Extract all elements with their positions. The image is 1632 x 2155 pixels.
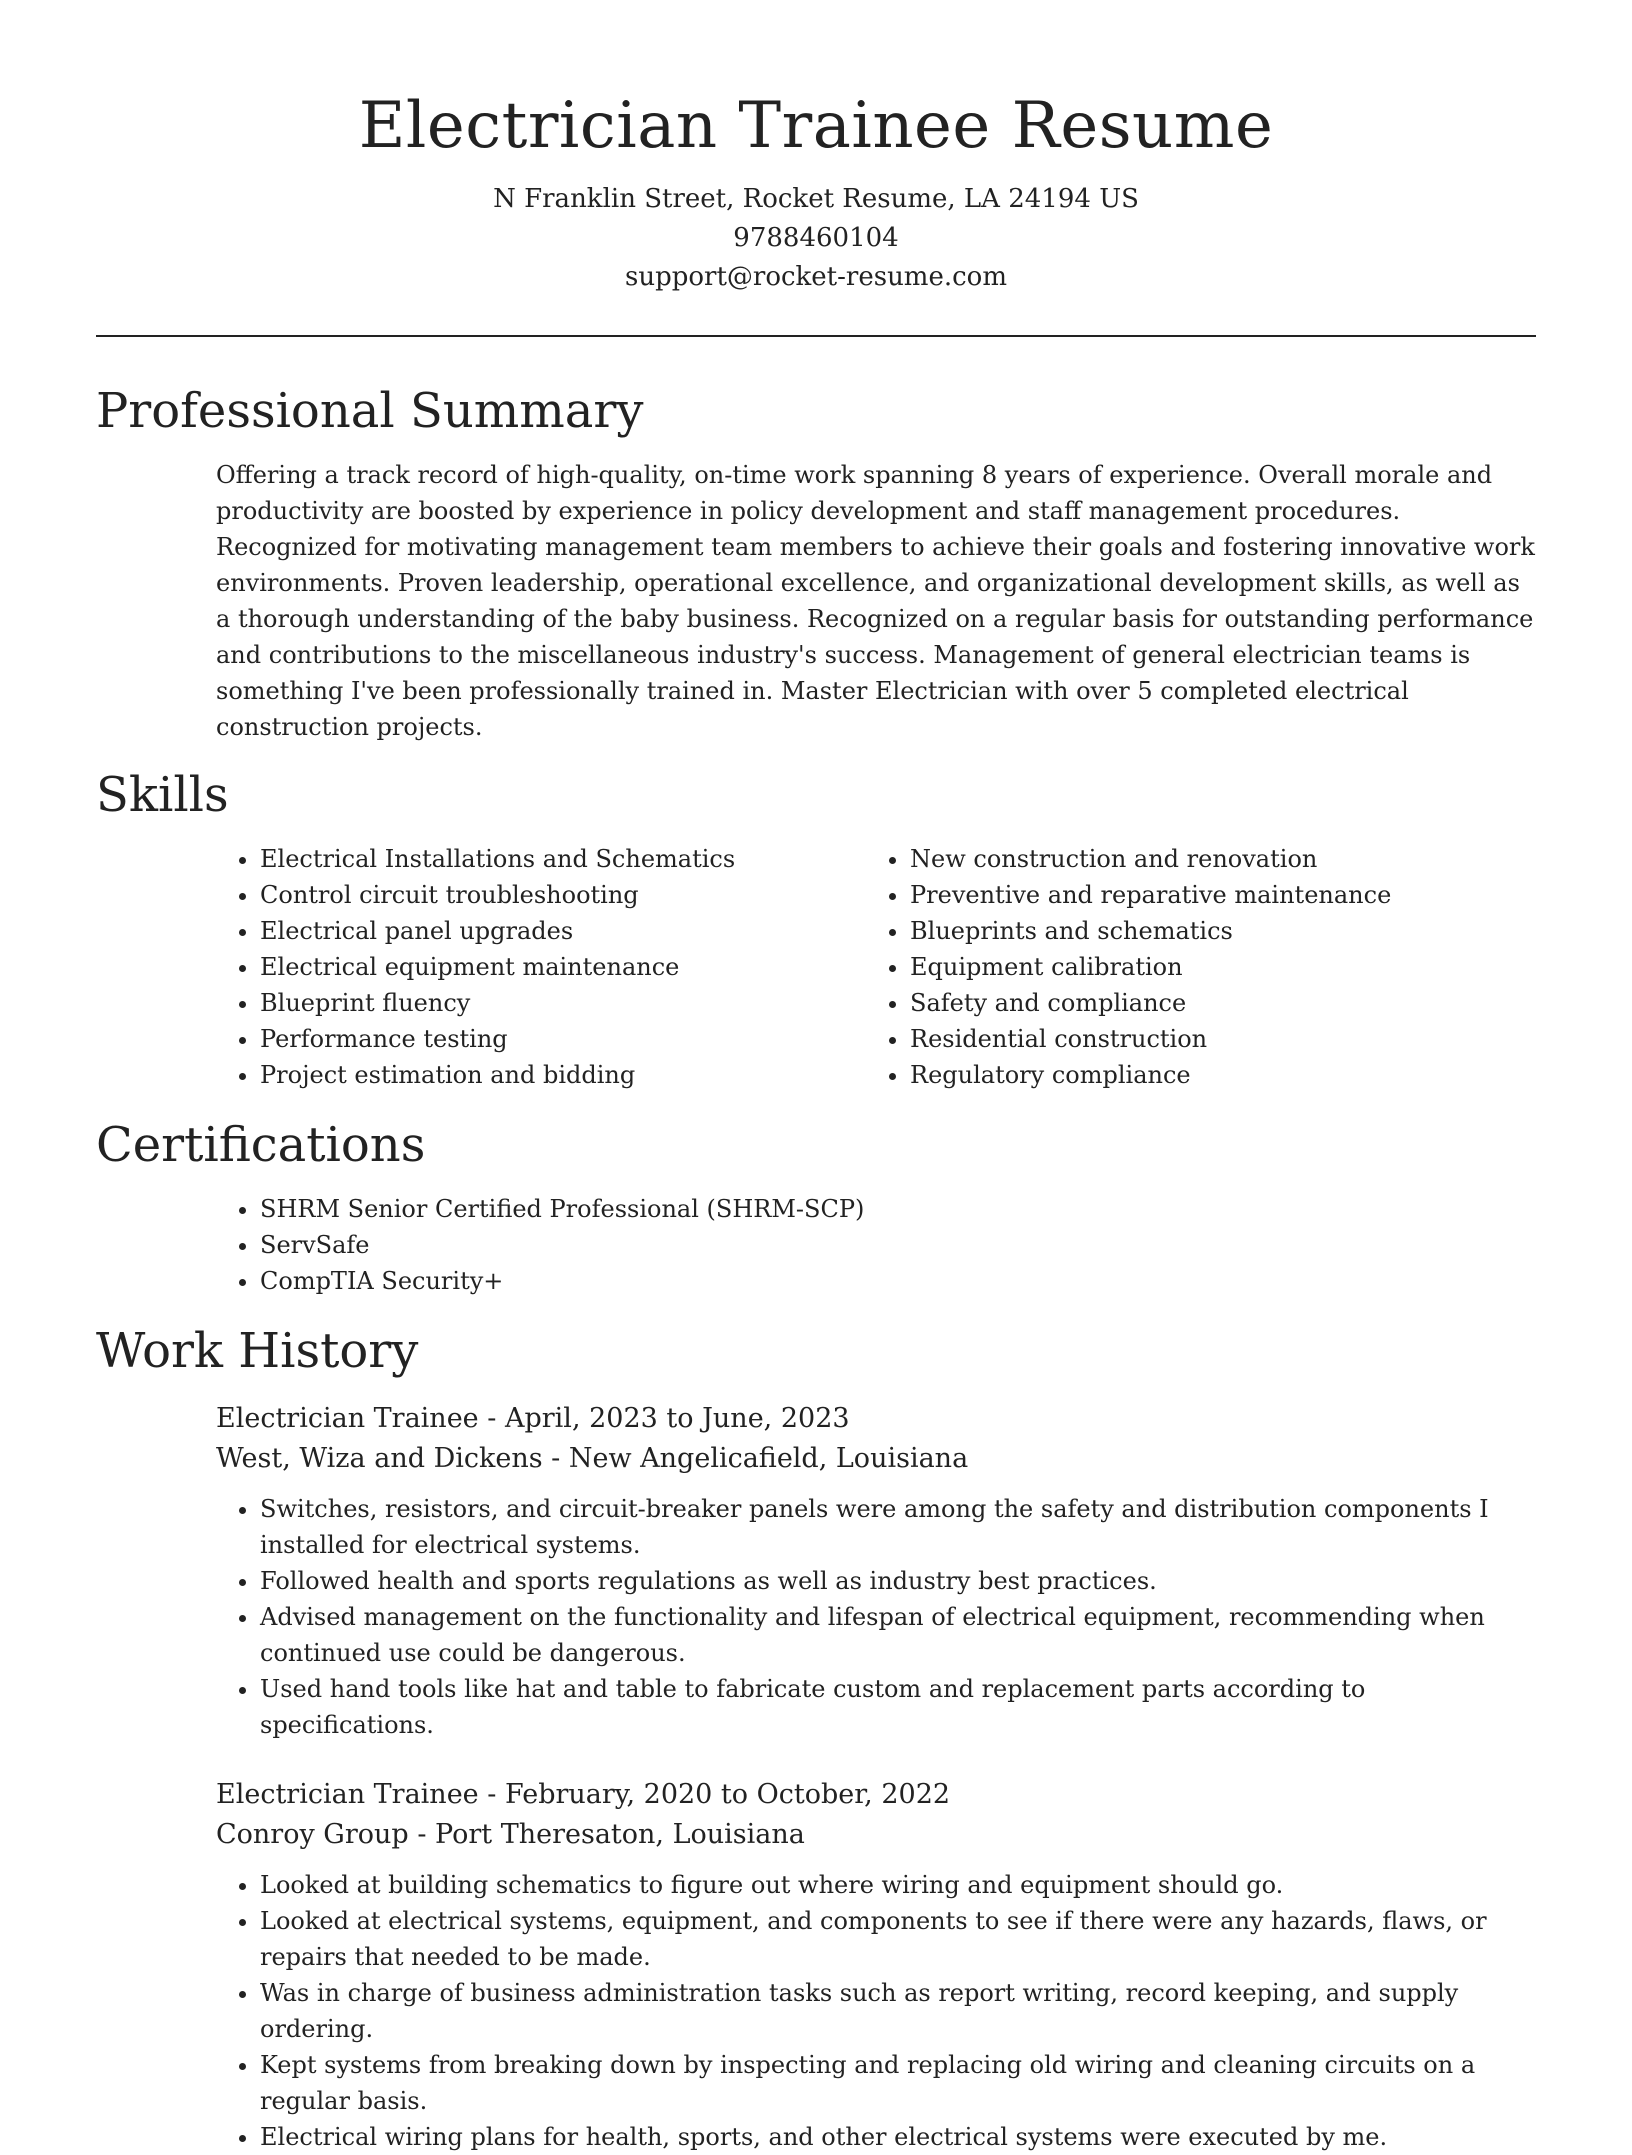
skills-column-right bbox=[866, 841, 1516, 1093]
job-bullet: • Was in charge of business administration tasks such as report writing, record keeping, and supply ordering. bbox=[260, 1975, 1536, 2047]
summary-heading: Professional Summary bbox=[96, 383, 644, 439]
skills-heading: Skills bbox=[96, 767, 229, 823]
work-history-heading: Work History bbox=[96, 1323, 419, 1379]
separator: - bbox=[551, 1443, 569, 1474]
job-title-line bbox=[216, 1775, 1536, 1815]
resume-title: Electrician Trainee Resume bbox=[358, 89, 1274, 163]
job-bullet: • Advised management on the functionality and lifespan of electrical equipment, recommending when continued use could be dangerous. bbox=[260, 1599, 1536, 1671]
skill-item: • Electrical equipment maintenance bbox=[260, 949, 866, 985]
skill-item: • Control circuit troubleshooting bbox=[260, 877, 866, 913]
job-bullets bbox=[216, 1491, 1536, 1743]
separator: - bbox=[487, 1403, 505, 1434]
separator: - bbox=[417, 1819, 436, 1850]
skill-item: • Blueprint fluency bbox=[260, 985, 866, 1021]
skill-item: • Blueprints and schematics bbox=[910, 913, 1516, 949]
skill-item: • Regulatory compliance bbox=[910, 1057, 1516, 1093]
job-bullet: • Used hand tools like hat and table to fabricate custom and replacement parts according to specifications. bbox=[260, 1671, 1536, 1743]
certifications-heading: Certifications bbox=[96, 1117, 426, 1173]
skill-item: • Safety and compliance bbox=[910, 985, 1516, 1021]
job-entry bbox=[216, 1775, 1536, 2155]
skills-list-right bbox=[866, 841, 1516, 1093]
resume-header bbox=[96, 0, 1536, 297]
summary-text: Offering a track record of high-quality, on-time work spanning 8 years of experience. Overall morale and productivity are boosted by experience in policy development and staff management procedures. Recognized for motivating management team members to achieve their goals and fostering innovative work environments. Proven leadership, operational excellence, and organizational development skills, as well as a thorough understanding of the baby business. Recognized on a regular basis for outstanding performance and contributions to the miscellaneous industry's success. Management of general electrician teams is something I've been professionally trained in. Master Electrician with over 5 completed electrical construction projects. bbox=[216, 461, 1535, 741]
job-title: Electrician Trainee bbox=[216, 1779, 479, 1810]
job-location: New Angelicafield, Louisiana bbox=[568, 1443, 969, 1474]
job-title-line bbox=[216, 1399, 1536, 1439]
job-dates: April, 2023 to June, 2023 bbox=[504, 1403, 850, 1434]
job-company-line bbox=[216, 1439, 1536, 1479]
skill-item: • Performance testing bbox=[260, 1021, 866, 1057]
resume-page bbox=[96, 0, 1536, 2155]
skills-section bbox=[216, 841, 1536, 1093]
address: N Franklin Street, Rocket Resume, LA 24194 US bbox=[493, 184, 1139, 214]
job-bullet: • Electrical wiring plans for health, sports, and other electrical systems were executed by me. bbox=[260, 2119, 1536, 2155]
summary-section bbox=[216, 457, 1536, 745]
certifications-section bbox=[216, 1191, 1536, 1299]
certifications-list bbox=[216, 1191, 1536, 1299]
phone: 9788460104 bbox=[733, 223, 899, 253]
job-location: Port Theresaton, Louisiana bbox=[435, 1819, 805, 1850]
job-bullet: • Looked at electrical systems, equipment, and components to see if there were any hazards, flaws, or repairs that needed to be made. bbox=[260, 1903, 1536, 1975]
job-company: Conroy Group bbox=[216, 1819, 409, 1850]
skill-item: • Electrical Installations and Schematics bbox=[260, 841, 866, 877]
separator: - bbox=[487, 1779, 505, 1810]
job-bullet: • Followed health and sports regulations as well as industry best practices. bbox=[260, 1563, 1536, 1599]
skill-item: • Residential construction bbox=[910, 1021, 1516, 1057]
job-bullet: • Looked at building schematics to figure out where wiring and equipment should go. bbox=[260, 1867, 1536, 1903]
certification-item: • CompTIA Security+ bbox=[260, 1263, 1536, 1299]
job-bullet: • Switches, resistors, and circuit-breaker panels were among the safety and distribution components I installed for electrical systems. bbox=[260, 1491, 1536, 1563]
skill-item: • Equipment calibration bbox=[910, 949, 1516, 985]
job-dates: February, 2020 to October, 2022 bbox=[504, 1779, 951, 1810]
skill-item: • Project estimation and bidding bbox=[260, 1057, 866, 1093]
job-title: Electrician Trainee bbox=[216, 1403, 479, 1434]
skill-item: • New construction and renovation bbox=[910, 841, 1516, 877]
job-bullet: • Kept systems from breaking down by inspecting and replacing old wiring and cleaning circuits on a regular basis. bbox=[260, 2047, 1536, 2119]
certification-item: • SHRM Senior Certified Professional (SHRM-SCP) bbox=[260, 1191, 1536, 1227]
certification-item: • ServSafe bbox=[260, 1227, 1536, 1263]
job-company: West, Wiza and Dickens bbox=[216, 1443, 543, 1474]
email: support@rocket-resume.com bbox=[624, 262, 1007, 292]
job-company-line bbox=[216, 1815, 1536, 1855]
skill-item: • Electrical panel upgrades bbox=[260, 913, 866, 949]
header-divider bbox=[96, 335, 1536, 337]
skill-item: • Preventive and reparative maintenance bbox=[910, 877, 1516, 913]
skills-list-left bbox=[216, 841, 866, 1093]
job-entry bbox=[216, 1399, 1536, 1743]
skills-column-left bbox=[216, 841, 866, 1093]
